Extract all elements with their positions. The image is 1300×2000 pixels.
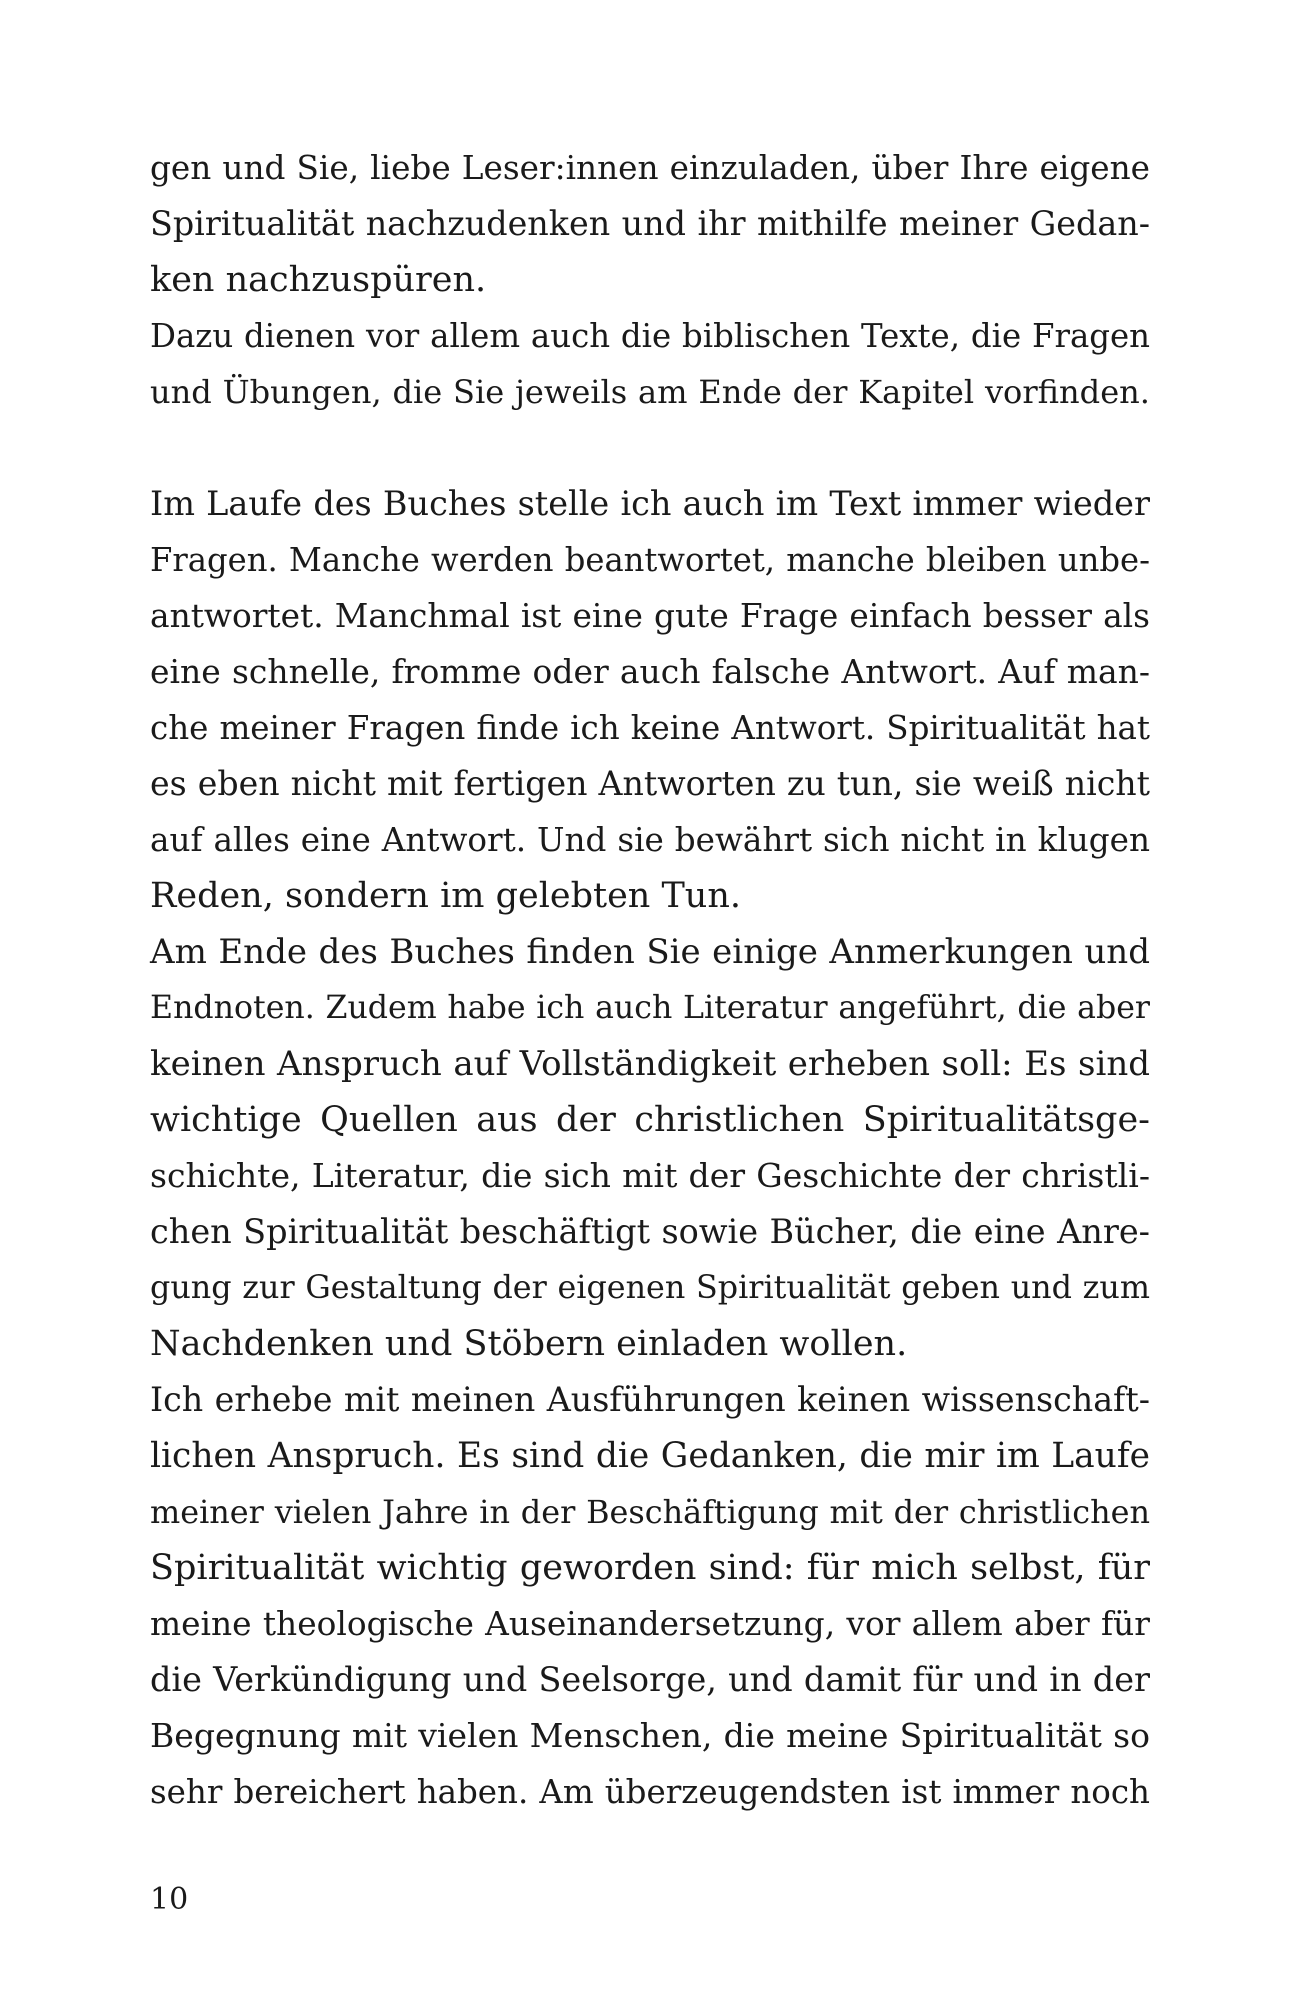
body-text [150,140,1150,1820]
text-line: chen Spiritualität beschäftigt sowie Bücher, die eine Anre- [150,1212,1150,1251]
text-line: auf alles eine Antwort. Und sie bewährt sich nicht in klugen [150,821,1150,859]
text-line: Dazu dienen vor allem auch die biblischen Texte, die Fragen [150,317,1150,355]
text-line: und Übungen, die Sie jeweils am Ende der Kapitel vorfinden. [150,373,1150,411]
text-line: ken nachzuspüren. [150,260,487,300]
page-number: 10 [150,1882,189,1917]
text-line: Im Laufe des Buches stelle ich auch im Text immer wieder [150,484,1150,523]
text-line: meiner vielen Jahre in der Beschäftigung mit der christlichen [150,1493,1150,1531]
text-line: Spiritualität wichtig geworden sind: für mich selbst, für [150,1548,1150,1588]
text-line: antwortet. Manchmal ist eine gute Frage einfach besser als [150,597,1150,635]
text-line: Begegnung mit vielen Menschen, die meine Spiritualität so [150,1716,1150,1755]
text-line: gung zur Gestaltung der eigenen Spiritualität geben und zum [150,1270,1150,1306]
text-line: eine schnelle, fromme oder auch falsche Antwort. Auf man- [150,652,1150,691]
text-line: che meiner Fragen finde ich keine Antwort. Spiritualität hat [150,709,1150,747]
text-line: schichte, Literatur, die sich mit der Geschichte der christli- [150,1156,1150,1195]
text-line: gen und Sie, liebe Leser:innen einzuladen, über Ihre eigene [150,149,1150,187]
text-line: Spiritualität nachzudenken und ihr mithilfe meiner Gedan- [150,204,1150,243]
text-line: sehr bereichert haben. Am überzeugendsten ist immer noch [150,1773,1150,1811]
text-line: Nachdenken und Stöbern einladen wollen. [150,1324,908,1364]
text-line: Reden, sondern im gelebten Tun. [150,876,742,916]
text-line: keinen Anspruch auf Vollständigkeit erheben soll: Es sind [150,1044,1150,1084]
text-line: lichen Anspruch. Es sind die Gedanken, die mir im Laufe [150,1436,1150,1476]
text-line: Endnoten. Zudem habe ich auch Literatur angeführt, die aber [150,990,1150,1026]
text-line: die Verkündigung und Seelsorge, und damit für und in der [150,1660,1150,1699]
text-line: wichtige Quellen aus der christlichen Spiritualitätsge- [150,1100,1150,1140]
text-line: Am Ende des Buches finden Sie einige Anmerkungen und [150,932,1150,972]
text-line: meine theologische Auseinandersetzung, vor allem aber für [150,1605,1150,1643]
text-line: es eben nicht mit fertigen Antworten zu tun, sie weiß nicht [150,764,1150,803]
paragraph-gap [150,420,1150,476]
text-line: Ich erhebe mit meinen Ausführungen keinen wissenschaft- [150,1380,1150,1419]
text-line: Fragen. Manche werden beantwortet, manche bleiben unbe- [150,541,1150,579]
